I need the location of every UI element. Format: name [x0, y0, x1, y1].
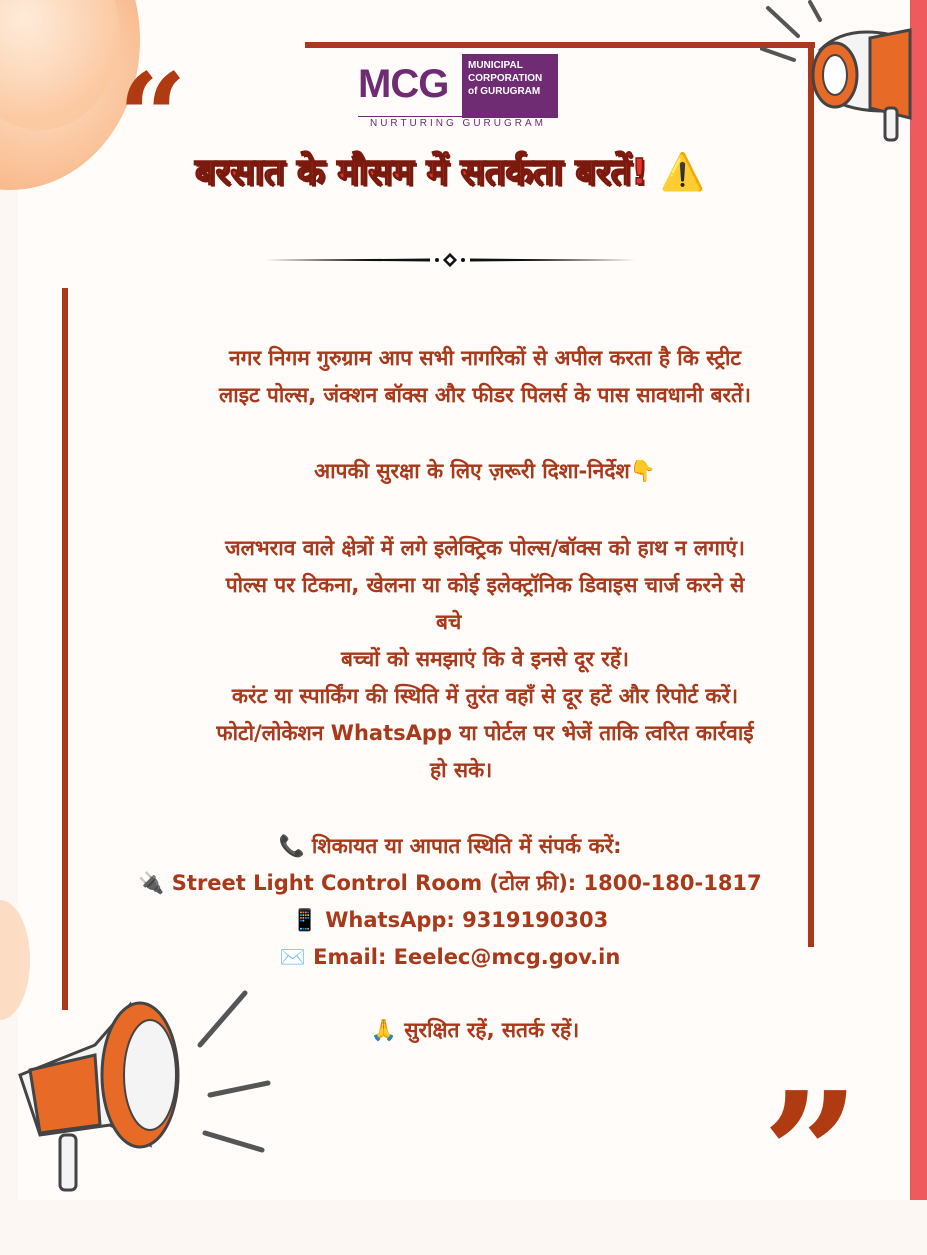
guidelines-title — [70, 453, 900, 490]
logo-name-line: MUNICIPAL — [468, 60, 523, 71]
logo-name-line: CORPORATION — [468, 73, 543, 84]
opening-quote-mark: “ — [118, 47, 188, 188]
guideline-line: बचे — [436, 610, 462, 634]
page-title-text: बरसात के मौसम में सतर्कता बरतें! — [195, 152, 648, 193]
contact-whatsapp: 📱 WhatsApp: 9319190303 — [291, 908, 609, 932]
contact-control-room: 🔌 Street Light Control Room (टोल फ्री): 1800-180-1817 — [138, 871, 762, 895]
intro-line: नगर निगम गुरुग्राम आप सभी नागरिकों से अपील करता है कि स्ट्रीट — [229, 346, 741, 370]
guideline-line: फोटो/लोकेशन WhatsApp या पोर्टल पर भेजें ताकि त्वरित कार्रवाई — [216, 721, 754, 745]
intro-paragraph — [70, 340, 900, 414]
ornamental-divider — [265, 252, 635, 268]
right-vertical-bar — [808, 42, 814, 947]
guideline-line: पोल्स पर टिकना, खेलना या कोई इलेक्ट्रॉनिक डिवाइस चार्ज करने से — [225, 573, 745, 597]
guideline-line: हो सके। — [430, 758, 493, 782]
megaphone-icon — [760, 0, 927, 150]
logo-name-box — [462, 54, 558, 118]
logo-name-line: of GURUGRAM — [468, 86, 541, 97]
logo-mark: MCG — [358, 62, 449, 106]
intro-line: लाइट पोल्स, जंक्शन बॉक्स और फीडर पिलर्स के पास सावधानी बरतें। — [219, 383, 751, 407]
logo-tagline: NURTURING GURUGRAM — [358, 116, 558, 129]
mcg-logo — [358, 52, 558, 130]
guidelines-title-text: आपकी सुरक्षा के लिए ज़रूरी दिशा-निर्देश👇 — [314, 459, 656, 483]
right-frame-strip — [909, 0, 927, 1200]
page-title — [100, 146, 800, 195]
guideline-line: जलभराव वाले क्षेत्रों में लगे इलेक्ट्रिक पोल्स/बॉक्स को हाथ न लगाएं। — [225, 536, 745, 560]
closing-quote-mark: ” — [762, 1055, 860, 1255]
warning-icon: ⚠️ — [660, 152, 705, 193]
guideline-line: करंट या स्पार्किंग की स्थिति में तुरंत वहाँ से दूर हटें और रिपोर्ट करें। — [231, 684, 739, 708]
contact-section — [50, 828, 850, 976]
contact-email: ✉️ Email: Eeelec@mcg.gov.in — [279, 945, 621, 969]
contact-title: 📞 शिकायत या आपात स्थिति में संपर्क करें: — [278, 834, 622, 858]
megaphone-icon — [0, 985, 300, 1200]
top-bar — [305, 42, 815, 48]
guidelines-list — [70, 530, 900, 789]
closing-text: 🙏 सुरक्षित रहें, सतर्क रहें। — [370, 1018, 580, 1042]
guideline-line: बच्चों को समझाएं कि वे इनसे दूर रहें। — [341, 647, 629, 671]
